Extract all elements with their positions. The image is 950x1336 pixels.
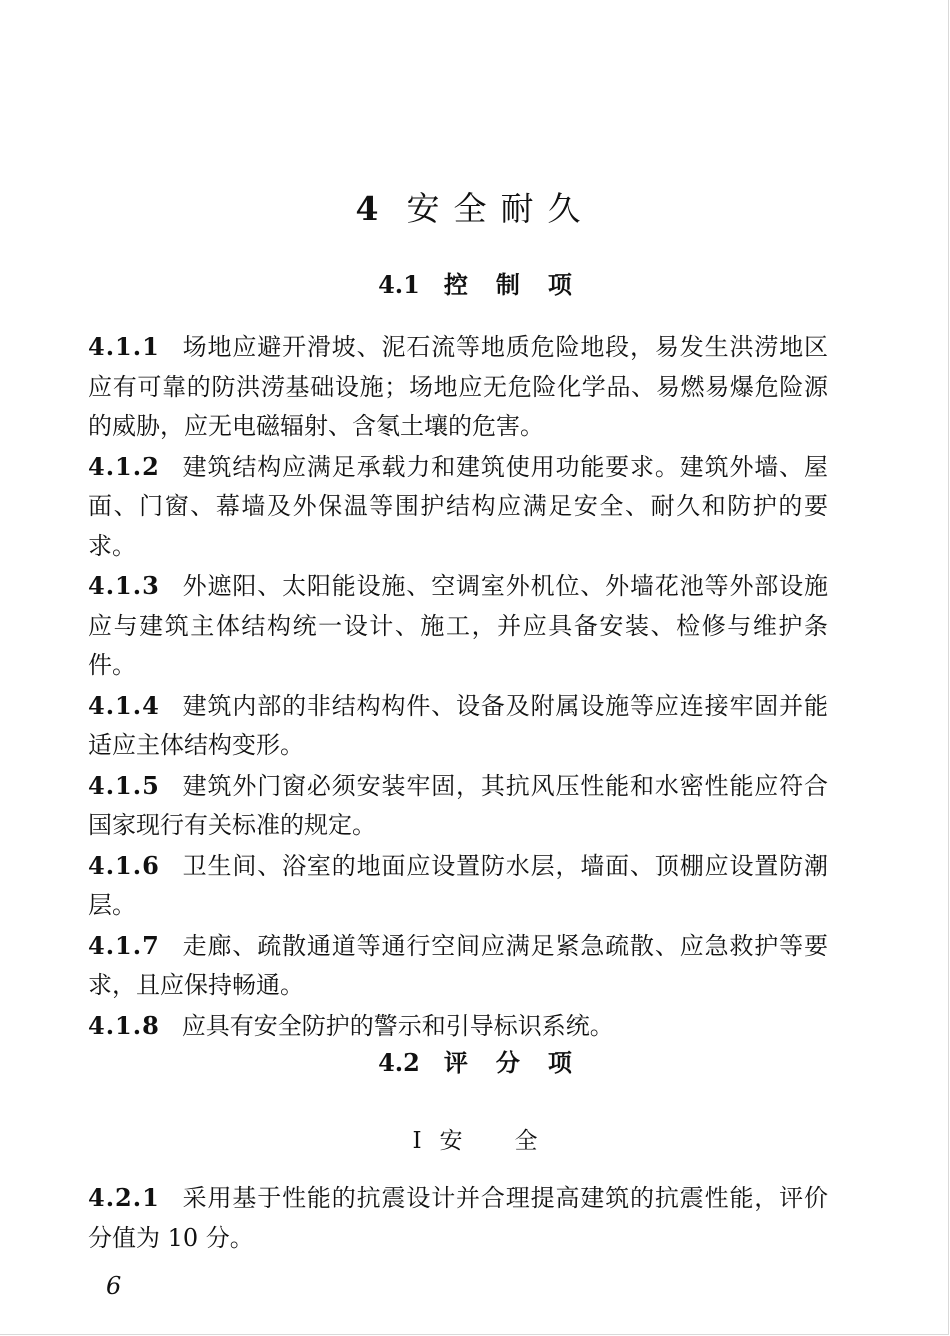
- clause-number: 4.1.3: [88, 571, 160, 600]
- clause: [88, 566, 828, 686]
- clause-number: 4.1.7: [88, 930, 160, 960]
- clause-text: 走廊、疏散通道等通行空间应满足紧急疏散、应急救护等要求，且应保持畅通。: [88, 931, 828, 999]
- clause-text: 场地应避开滑坡、泥石流等地质危险地段，易发生洪涝地区应有可靠的防洪涝基础设施；场地应无危险化学品、易燃易爆危险源的威胁，应无电磁辐射、含氡土壤的危害。: [88, 333, 828, 440]
- control-items-body: [88, 327, 828, 1046]
- chapter-number: 4: [355, 189, 393, 228]
- clause-number: 4.1.6: [88, 850, 160, 880]
- section-number: 4.2: [378, 1048, 420, 1077]
- page-number: 6: [106, 1272, 122, 1300]
- clause: [88, 1178, 828, 1258]
- clause: [88, 926, 828, 1006]
- clause-number: 4.1.2: [88, 451, 160, 481]
- subsection-title: [0, 1124, 950, 1158]
- section-title-text: 控制项: [443, 270, 600, 299]
- section-number: 4.1: [378, 270, 420, 299]
- clause: [88, 686, 828, 766]
- section-title-4-1: [0, 268, 950, 302]
- clause: [88, 846, 828, 926]
- clause-number: 4.1.5: [88, 770, 160, 800]
- clause-number: 4.1.8: [88, 1010, 160, 1040]
- subsection-title-text: 安全: [439, 1128, 590, 1154]
- scoring-items-body: [88, 1178, 828, 1258]
- clause-text: 建筑内部的非结构构件、设备及附属设施等应连接牢固并能适应主体结构变形。: [88, 691, 828, 759]
- clause: [88, 447, 828, 567]
- clause-text: 建筑结构应满足承载力和建筑使用功能要求。建筑外墙、屋面、门窗、幕墙及外保温等围护结构应满足安全、耐久和防护的要求。: [88, 452, 828, 560]
- clause-text: 外遮阳、太阳能设施、空调室外机位、外墙花池等外部设施应与建筑主体结构统一设计、施工，并应具备安装、检修与维护条件。: [88, 572, 828, 679]
- section-title-4-2: [0, 1046, 950, 1080]
- clause: [88, 327, 828, 447]
- clause-text: 采用基于性能的抗震设计并合理提高建筑的抗震性能，评价分值为 10 分。: [88, 1184, 828, 1252]
- clause: [88, 1006, 828, 1047]
- clause-number: 4.1.4: [88, 690, 160, 720]
- clause-number: 4.2.1: [88, 1183, 160, 1212]
- clause-number: 4.1.1: [88, 332, 160, 361]
- section-title-text: 评分项: [443, 1048, 600, 1077]
- chapter-title: [0, 186, 950, 232]
- subsection-roman-numeral: Ⅰ: [412, 1128, 422, 1154]
- clause-text: 应具有安全防护的警示和引导标识系统。: [181, 1011, 614, 1040]
- chapter-title-text: 安全耐久: [406, 189, 595, 228]
- clause-text: 建筑外门窗必须安装牢固，其抗风压性能和水密性能应符合国家现行有关标准的规定。: [88, 771, 828, 839]
- clause-text: 卫生间、浴室的地面应设置防水层，墙面、顶棚应设置防潮层。: [88, 851, 828, 919]
- clause: [88, 766, 828, 846]
